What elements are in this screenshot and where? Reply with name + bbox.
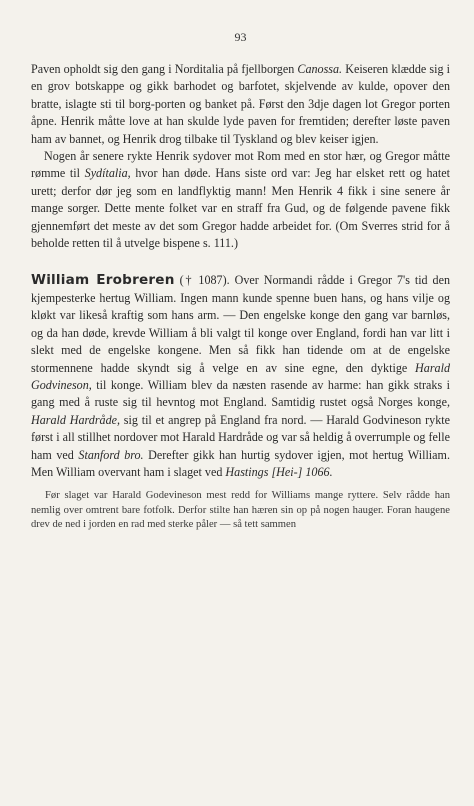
paragraph-william: William Erobreren († 1087). Over Normandi rådde i Gregor 7's tid den kjempesterke hertug William. Ingen mann kunde spenne buen hans, og hans vilje og kløkt var likeså kraftig som hans arm. — Den engelske konge den gang var barnløs, og da han døde, krevde William å bli valgt til konge over England, fordi han var litt i slekt med de engelske kongene. Men så fikk han tidende om at de engelske stormennene hadde skyndt sig å velge en av sine egne, den dyktige Harald Godvineson, til konge. William blev da næsten rasende av harme: han gikk straks i gang med å ruste sig til hevntog mot England. Samtidig rustet også Norges konge, Harald Hardråde, sig til et angrep på England fra nord. — Harald Godvineson rykte først i all stillhet nordover mot Harald Hardråde og var så heldig å overrumple og felle ham ved Stanford bro. Derefter gikk han hurtig sydover igjen, mot hertug William. Men William overvant ham i slaget ved Hastings [Hei-] 1066. (31, 272, 451, 479)
footnote (31, 489, 450, 532)
place-hastings: Hastings [Hei-] 1066. (225, 464, 333, 479)
history-text (31, 61, 450, 252)
page-number: 93 (234, 30, 247, 44)
entry-heading: William Erobreren (31, 272, 175, 289)
entry-william (31, 272, 450, 481)
entry-date: († 1087). (179, 273, 230, 288)
paragraph-canossa: Paven opholdt sig den gang i Norditalia på fjellborgen Canossa. Keiseren klædde sig i en grov botskappe og gikk barhodet og barfotet, skjelvende av kulde, opover den bratte, islagte sti til borg-porten og banket på. Først den 3dje dagen lot Gregor porten åpne. Henrik måtte love at han skulde lyde paven for fremtiden; derefter løste paven ham av bannet, og Henrik drog tilbake til Tyskland og blev keiser igjen. (31, 62, 450, 146)
footnote-text: Før slaget var Harald Godevineson mest redd for Williams mange ryttere. Selv rådde han nemlig over omtrent bare fotfolk. Derfor stilte han hæren sin op på nogen hauger. Foran haugene drev de ned i jorden en rad med sterke påler — så tett sammen (31, 490, 450, 530)
place-canossa: Canossa. (297, 62, 343, 76)
place-syditalia: Sydítalia, (84, 166, 131, 181)
place-stanford-bro: Stanford bro. (78, 447, 144, 462)
name-harald-hardrade: Harald Hardråde, (31, 412, 121, 427)
paragraph-henrik-rome: Nogen år senere rykte Henrik sydover mot Rom med en stor hær, og Gregor måtte rømme til Sydítalia, hvor han døde. Hans siste ord var: Jeg har elsket rett og hatet urett; derfor dør jeg som en landflyktig mann! Men Henrik 4 fikk i sine senere år mange sorger. Dette mente folket var en straff fra Gud, og de følgende pavene fikk gjennemført det meste av det som Gregor hadde arbeidet for. (Om Sverres strid for å beholde retten til å utvelge bispene s. 111.) (31, 149, 450, 251)
name-harald-godvineson: Harald Godvineson, (31, 360, 450, 392)
